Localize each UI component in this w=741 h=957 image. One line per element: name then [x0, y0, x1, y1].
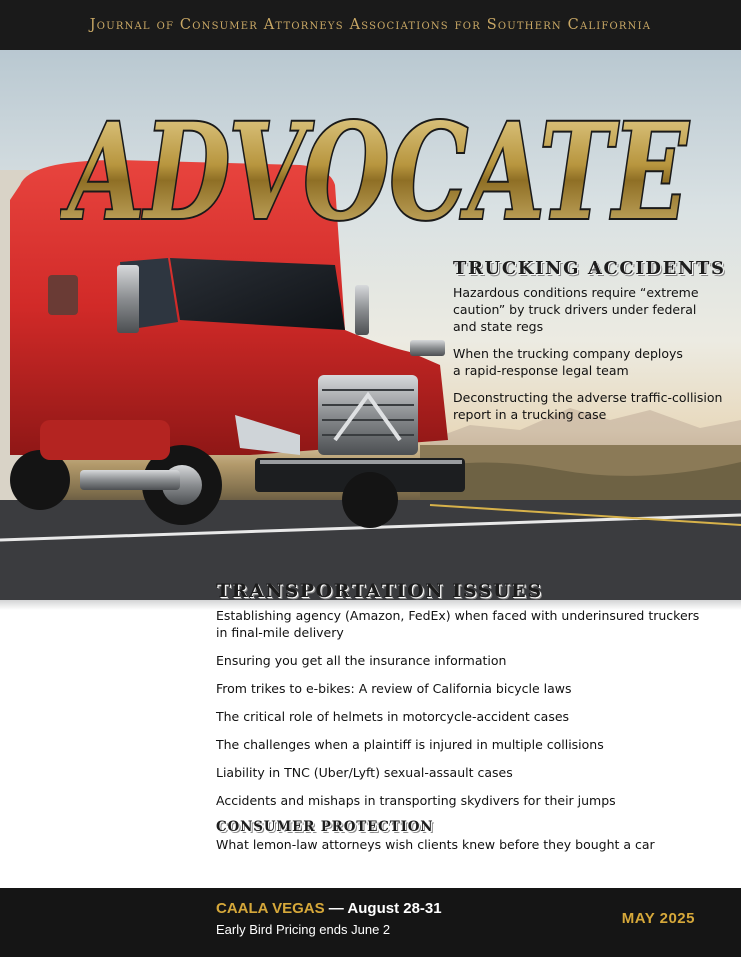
- trucking-item: Hazardous conditions require “extreme: [453, 285, 699, 300]
- journal-header-bar: [0, 0, 741, 50]
- event-name: CAALA VEGAS: [216, 900, 325, 917]
- masthead-title: [60, 68, 700, 238]
- masthead-text: ADVOCATE: [60, 95, 690, 238]
- footer-bar: [0, 888, 741, 957]
- journal-name: Journal of Consumer Attorneys Associations for Southern California: [89, 17, 652, 33]
- trucking-item: report in a trucking case: [453, 407, 607, 422]
- trucking-item: and state regs: [453, 319, 544, 334]
- transportation-item: Ensuring you get all the insurance information: [216, 653, 507, 668]
- transportation-item: The critical role of helmets in motorcycle-accident cases: [216, 709, 570, 724]
- transportation-heading: TRANSPORTATION ISSUES: [216, 580, 543, 602]
- trucking-item: a rapid-response legal team: [453, 363, 629, 378]
- trucking-item: caution” by truck drivers under federal: [453, 302, 697, 317]
- transportation-item: Liability in TNC (Uber/Lyft) sexual-assault cases: [216, 765, 513, 780]
- transportation-item: in final-mile delivery: [216, 625, 344, 640]
- event-dates: — August 28-31: [328, 900, 442, 917]
- consumer-heading: CONSUMER PROTECTION: [216, 819, 434, 835]
- trucking-item: Deconstructing the adverse traffic-collision: [453, 390, 723, 405]
- event-promo: [216, 900, 442, 917]
- trucking-heading: TRUCKING ACCIDENTS: [453, 258, 726, 279]
- consumer-item: What lemon-law attorneys wish clients knew before they bought a car: [216, 837, 655, 852]
- early-bird-note: Early Bird Pricing ends June 2: [216, 922, 391, 937]
- transportation-item: The challenges when a plaintiff is injured in multiple collisions: [216, 737, 604, 752]
- transportation-item: Accidents and mishaps in transporting skydivers for their jumps: [216, 793, 616, 808]
- trucking-item: When the trucking company deploys: [453, 346, 683, 361]
- transportation-item: From trikes to e-bikes: A review of California bicycle laws: [216, 681, 572, 696]
- transportation-item: Establishing agency (Amazon, FedEx) when faced with underinsured truckers: [216, 608, 700, 623]
- issue-date: MAY 2025: [621, 910, 695, 927]
